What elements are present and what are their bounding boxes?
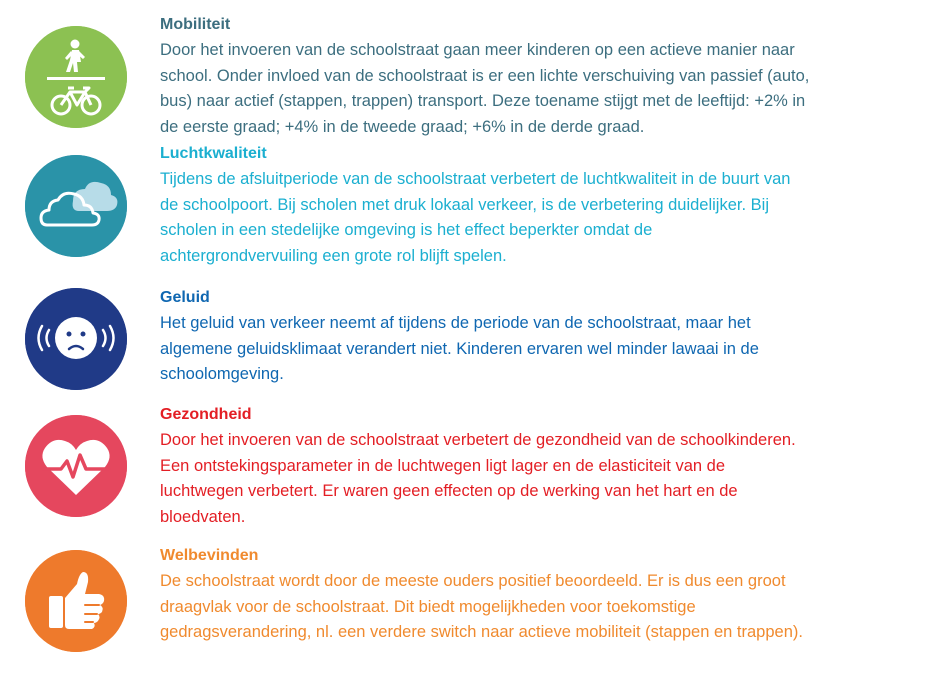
body-line: draagvlak voor de schoolstraat. Dit biedt mogelijkheden voor toekomstige	[160, 597, 696, 616]
body-line: de eerste graad; +4% in de tweede graad; +6% in de derde graad.	[160, 117, 645, 136]
cloud-icon	[25, 155, 127, 257]
heading-gezondheid: Gezondheid	[160, 406, 252, 423]
body-mobiliteit	[160, 38, 920, 140]
body-gezondheid	[160, 428, 920, 530]
heading-mobiliteit: Mobiliteit	[160, 16, 231, 33]
walking-cycling-icon	[25, 26, 127, 128]
body-line: De schoolstraat wordt door de meeste ouders positief beoordeeld. Er is dus een groot	[160, 572, 786, 590]
body-line: gedragsverandering, nl. een verdere switch naar actieve mobiliteit (stappen en trappen).	[160, 623, 803, 641]
body-line: Tijdens de afsluitperiode van de schoolstraat verbetert de luchtkwaliteit in de buurt van	[160, 170, 791, 188]
heading-welbevinden: Welbevinden	[160, 547, 259, 564]
body-line: Door het invoeren van de schoolstraat verbetert de gezondheid van de schoolkinderen.	[160, 431, 796, 449]
heading-geluid: Geluid	[160, 289, 210, 306]
body-line: school. Onder invloed van de schoolstraat is er een lichte verschuiving van passief (auto,	[160, 66, 810, 85]
body-luchtkwaliteit	[160, 167, 920, 269]
body-line: luchtwegen verbetert. Er waren geen effecten op de werking van het hart en de	[160, 482, 738, 500]
body-line: de schoolpoort. Bij scholen met druk lokaal verkeer, is de verbetering duidelijker. Bij	[160, 195, 769, 214]
body-line: bus) naar actief (stappen, trappen) transport. Deze toename stijgt met de leeftijd: +2% in	[160, 92, 806, 110]
body-line: bloedvaten.	[160, 507, 246, 526]
noise-face-icon	[25, 288, 127, 390]
body-line: Het geluid van verkeer neemt af tijdens de periode van de schoolstraat, maar het	[160, 314, 751, 332]
body-line: Door het invoeren van de schoolstraat gaan meer kinderen op een actieve manier naar	[160, 41, 795, 59]
heart-pulse-icon	[25, 415, 127, 517]
body-line: schoolomgeving.	[160, 365, 284, 383]
heading-luchtkwaliteit: Luchtkwaliteit	[160, 145, 267, 162]
body-geluid	[160, 311, 920, 388]
body-line: Een ontstekingsparameter in de luchtwegen ligt lager en de elasticiteit van de	[160, 456, 726, 475]
body-line: achtergrondvervuiling een grote rol blijft spelen.	[160, 246, 507, 265]
body-line: scholen in een stedelijke omgeving is het effect beperkter omdat de	[160, 221, 653, 239]
body-welbevinden	[160, 569, 920, 646]
body-line: algemene geluidsklimaat verandert niet. Kinderen ervaren wel minder lawaai in de	[160, 339, 759, 358]
thumbs-up-icon	[25, 550, 127, 652]
